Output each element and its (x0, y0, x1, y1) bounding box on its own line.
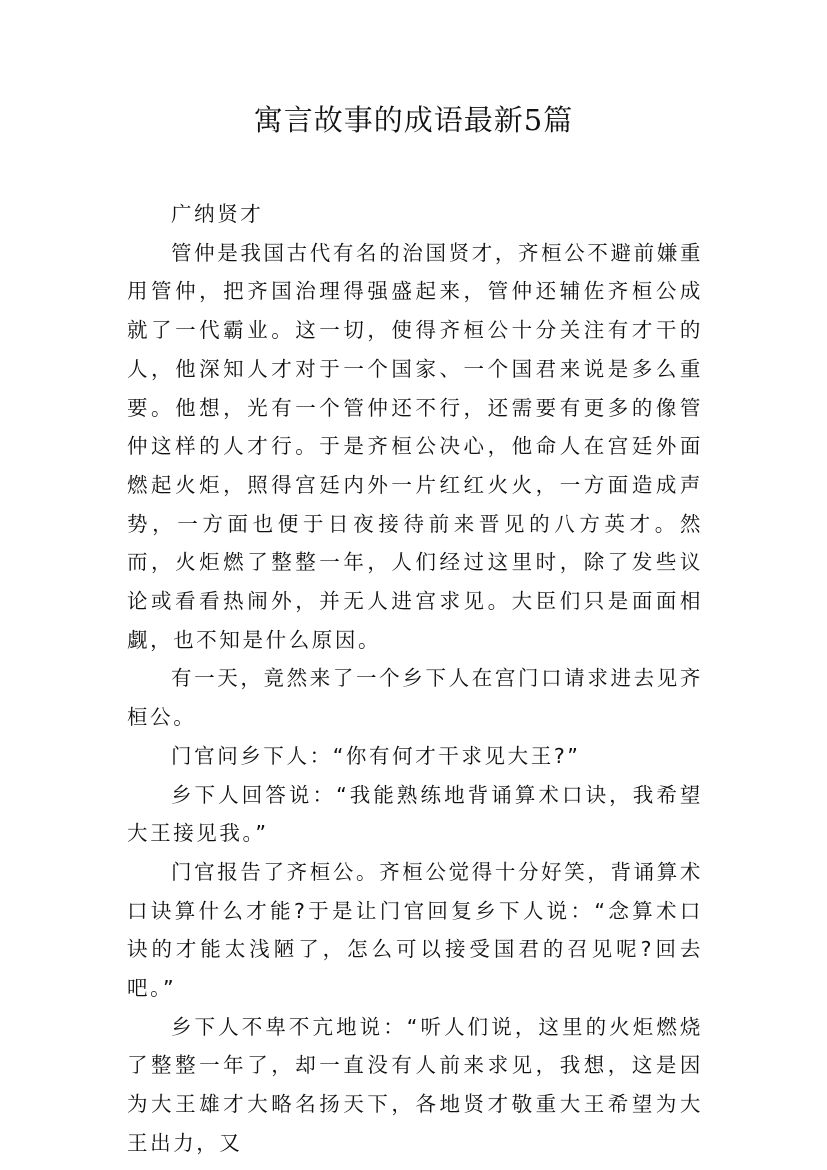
document-title: 寓言故事的成语最新5篇 (253, 103, 574, 137)
paragraph: 门官问乡下人：“你有何才干求见大王?” (171, 743, 581, 768)
document-body (127, 195, 703, 1163)
paragraph: 门官报告了齐桓公。齐桓公觉得十分好笑，背诵算术口诀算什么才能?于是让门官回复乡下人说：“念算术口诀的才能太浅陋了，怎么可以接受国君的召见呢?回去吧。” (127, 859, 703, 1001)
paragraph: 有一天，竟然来了一个乡下人在宫门口请求进去见齐桓公。 (127, 666, 703, 730)
paragraph: 乡下人不卑不亢地说：“听人们说，这里的火炬燃烧了整整一年了，却一直没有人前来求见，我想，这是因为大王雄才大略名扬天下，各地贤才敬重大王希望为大王出力，又 (127, 1014, 703, 1155)
paragraph: 乡下人回答说：“我能熟练地背诵算术口诀，我希望大王接见我。” (127, 782, 703, 846)
paragraph: 管仲是我国古代有名的治国贤才，齐桓公不避前嫌重用管仲，把齐国治理得强盛起来，管仲还辅佐齐桓公成就了一代霸业。这一切，使得齐桓公十分关注有才干的人，他深知人才对于一个国家、一个国君来说是多么重要。他想，光有一个管仲还不行，还需要有更多的像管仲这样的人才行。于是齐桓公决心，他命人在宫廷外面燃起火炬，照得宫廷内外一片红红火火，一方面造成声势，一方面也便于日夜接待前来晋见的八方英才。然而，火炬燃了整整一年，人们经过这里时，除了发些议论或看看热闹外，并无人进宫求见。大臣们只是面面相觑，也不知是什么原因。 (127, 240, 703, 652)
section-heading: 广纳贤才 (171, 202, 264, 226)
